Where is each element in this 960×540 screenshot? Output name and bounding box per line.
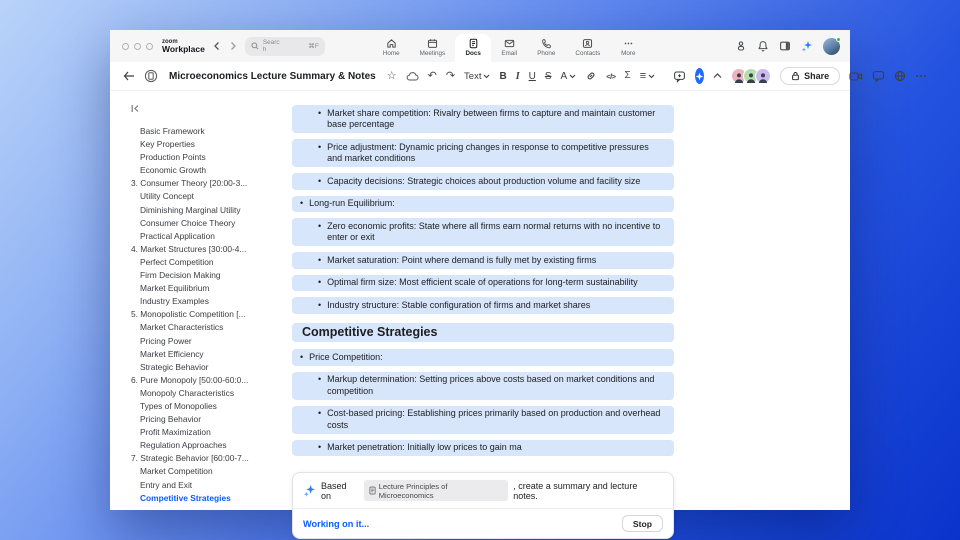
app-window bbox=[110, 30, 850, 529]
undo-icon[interactable]: ↶ bbox=[427, 69, 437, 82]
doc-bullet-item[interactable] bbox=[292, 372, 674, 400]
doc-title[interactable]: Microeconomics Lecture Summary & Notes bbox=[169, 70, 376, 82]
list-format-dropdown[interactable]: ≡ bbox=[640, 70, 655, 82]
ai-prompt-row bbox=[293, 473, 673, 508]
document-icon bbox=[369, 486, 376, 495]
tab-meetings[interactable]: Meetings bbox=[410, 34, 456, 62]
outline-item[interactable]: Entry and Exit bbox=[140, 479, 193, 490]
outline-item[interactable]: Pricing Behavior bbox=[140, 414, 201, 425]
doc-bullet-item[interactable] bbox=[292, 406, 674, 434]
outline-item[interactable]: Strategic Behavior bbox=[140, 361, 209, 372]
outline-item[interactable]: 4. Market Structures [30:00-4... bbox=[131, 243, 247, 254]
doc-bullet-item[interactable] bbox=[292, 173, 674, 190]
bullet-dot: • bbox=[318, 220, 322, 231]
bullet-text: Industry structure: Stable configuration of firms and market shares bbox=[327, 299, 591, 310]
link-icon[interactable] bbox=[585, 70, 597, 82]
tab-more[interactable]: More bbox=[610, 34, 646, 62]
doc-bullet-item[interactable] bbox=[292, 297, 674, 314]
outline-item[interactable]: Market Equilibrium bbox=[140, 283, 210, 294]
bullet-text: Price adjustment: Dynamic pricing changes in response to competitive pressures and market conditions bbox=[327, 141, 649, 163]
back-chevron-icon[interactable] bbox=[213, 41, 221, 51]
bullet-dot: • bbox=[318, 277, 322, 287]
doc-toolbar bbox=[110, 62, 850, 91]
outline-item[interactable]: Monopoly Characteristics bbox=[140, 387, 235, 398]
collaborator-avatar[interactable] bbox=[755, 68, 771, 84]
ai-status-text: Working on it... bbox=[303, 518, 370, 529]
bullet-dot: • bbox=[318, 299, 322, 310]
search-shortcut: ⌘F bbox=[308, 43, 319, 50]
outline-item[interactable]: Regulation Approaches bbox=[140, 440, 227, 451]
outline-item[interactable]: Basic Framework bbox=[140, 126, 205, 136]
strikethrough-button[interactable]: S bbox=[544, 70, 552, 82]
bold-button[interactable]: B bbox=[499, 70, 507, 82]
bullet-dot: • bbox=[318, 374, 322, 384]
search-icon bbox=[251, 42, 259, 50]
notifications-bell-icon[interactable] bbox=[757, 40, 769, 52]
side-panel-icon[interactable] bbox=[779, 40, 791, 52]
tab-home[interactable]: Home bbox=[373, 34, 410, 62]
outline-item[interactable]: Profit Maximization bbox=[140, 427, 211, 438]
text-style-dropdown[interactable]: Text bbox=[464, 71, 490, 82]
outline-item[interactable]: Industry Examples bbox=[140, 296, 209, 307]
tab-docs[interactable]: Docs bbox=[455, 34, 491, 62]
doc-bullet-item[interactable] bbox=[292, 139, 674, 167]
source-doc-chip[interactable]: Lecture Principles of Microeconomics bbox=[364, 480, 509, 501]
bullet-text: Optimal firm size: Most efficient scale of operations for long-term sustainability bbox=[327, 277, 638, 287]
bullet-text: Capacity decisions: Strategic choices about production volume and facility size bbox=[327, 175, 641, 186]
zoom-workplace-logo bbox=[162, 39, 205, 54]
ai-prompt-card bbox=[292, 472, 674, 539]
outline-collapse-icon[interactable] bbox=[131, 104, 141, 113]
lock-icon bbox=[791, 71, 800, 81]
italic-button[interactable]: I bbox=[515, 70, 520, 82]
underline-button[interactable]: U bbox=[528, 70, 536, 82]
bullet-text: Cost-based pricing: Establishing prices primarily based on production and overhead costs bbox=[327, 408, 661, 430]
outline-item[interactable]: Market Competition bbox=[140, 466, 213, 477]
phone-icon bbox=[541, 38, 552, 49]
doc-bullet-item[interactable] bbox=[292, 196, 674, 213]
stop-button[interactable]: Stop bbox=[622, 515, 663, 532]
outline-item[interactable]: Diminishing Marginal Utility bbox=[140, 204, 241, 215]
bullet-dot: • bbox=[318, 408, 322, 418]
chevron-down-icon bbox=[648, 74, 655, 79]
chevron-down-icon bbox=[569, 74, 576, 79]
ai-companion-sparkle-icon bbox=[303, 484, 316, 497]
outline-list bbox=[131, 125, 284, 505]
doc-bullet-item[interactable] bbox=[292, 252, 674, 269]
presence-dot bbox=[836, 37, 841, 42]
person-silhouette-icon bbox=[757, 71, 769, 83]
search-input[interactable] bbox=[245, 37, 325, 56]
titlebar-right-icons bbox=[735, 38, 840, 55]
titlebar bbox=[110, 30, 850, 62]
collaborator-avatars bbox=[731, 68, 771, 84]
chat-bubble-icon[interactable] bbox=[872, 70, 885, 82]
ai-status-row bbox=[293, 508, 673, 538]
forward-chevron-icon[interactable] bbox=[229, 41, 237, 51]
outline-item[interactable]: Utility Concept bbox=[140, 191, 194, 202]
bullet-text: Market saturation: Point where demand is fully met by existing firms bbox=[327, 254, 597, 265]
outline-item[interactable]: 3. Consumer Theory [20:00-3... bbox=[131, 178, 248, 189]
outline-item[interactable]: Economic Growth bbox=[140, 165, 207, 176]
code-block-button[interactable]: </> bbox=[606, 71, 616, 81]
outline-sidebar bbox=[110, 91, 290, 510]
calendar-icon bbox=[427, 38, 438, 49]
search-placeholder: Search bbox=[262, 38, 280, 53]
video-camera-icon[interactable] bbox=[849, 71, 863, 82]
favorite-star-icon[interactable]: ☆ bbox=[386, 69, 397, 82]
outline-item[interactable]: Firm Decision Making bbox=[140, 270, 221, 281]
bullet-dot: • bbox=[318, 107, 322, 118]
outline-item[interactable]: Competitive Strategies bbox=[140, 492, 231, 503]
logo-zoom-text: zoom bbox=[162, 38, 178, 45]
bullet-text: Price Competition: bbox=[309, 351, 383, 362]
tab-contacts[interactable]: Contacts bbox=[565, 34, 610, 62]
bullet-text: Markup determination: Setting prices above costs based on market conditions and competition bbox=[327, 374, 655, 396]
outline-item[interactable]: Production Points bbox=[140, 152, 206, 163]
bullet-text: Market share competition: Rivalry between firms to capture and maintain customer base percentage bbox=[327, 107, 656, 129]
chevron-down-icon bbox=[483, 74, 490, 79]
ai-prompt-suffix: , create a summary and lecture notes. bbox=[513, 480, 638, 501]
ai-sparkle-icon bbox=[695, 72, 704, 81]
globe-icon[interactable] bbox=[894, 70, 906, 82]
docs-icon bbox=[468, 38, 479, 49]
text-color-dropdown[interactable]: A bbox=[561, 71, 577, 82]
doc-bullet-item[interactable] bbox=[292, 105, 674, 133]
tab-email[interactable]: Email bbox=[491, 34, 527, 62]
doc-bullet-item[interactable] bbox=[292, 349, 674, 366]
outline-item[interactable]: 6. Pure Monopoly [50:00-60:0... bbox=[131, 374, 249, 385]
bullet-dot: • bbox=[300, 351, 304, 362]
more-dots-icon bbox=[623, 38, 634, 49]
bullet-dot: • bbox=[318, 254, 322, 265]
doc-bullet-item[interactable] bbox=[292, 218, 674, 246]
outline-item[interactable]: Market Efficiency bbox=[140, 348, 204, 359]
doc-bullet-item[interactable] bbox=[292, 440, 674, 457]
bullet-dot: • bbox=[318, 141, 322, 152]
bullet-dot: • bbox=[318, 442, 322, 452]
outline-item[interactable]: Perfect Competition bbox=[140, 256, 214, 267]
home-icon bbox=[386, 38, 397, 49]
close-button[interactable] bbox=[122, 43, 129, 50]
document-body bbox=[292, 105, 674, 456]
outline-item[interactable]: Practical Application bbox=[140, 230, 215, 241]
ai-prompt-prefix: Based on bbox=[321, 480, 347, 501]
redo-icon[interactable]: ↷ bbox=[445, 69, 456, 82]
bullet-text: Market penetration: Initially low prices to gain ma bbox=[327, 442, 522, 452]
back-arrow-icon[interactable] bbox=[123, 71, 135, 81]
tab-phone[interactable]: Phone bbox=[527, 34, 565, 62]
outline-item[interactable]: Key Properties bbox=[140, 139, 195, 150]
collapse-toolbar-icon[interactable] bbox=[713, 73, 722, 79]
bullet-dot: • bbox=[318, 175, 322, 186]
doc-bullet-item[interactable] bbox=[292, 275, 674, 292]
window-controls bbox=[122, 43, 153, 50]
outline-item[interactable]: 7. Strategic Behavior [60:00-7... bbox=[131, 453, 249, 464]
more-options-icon[interactable] bbox=[915, 74, 927, 78]
outline-item[interactable]: Market Characteristics bbox=[140, 322, 224, 333]
bullet-dot: • bbox=[300, 198, 304, 208]
outline-item[interactable]: Types of Monopolies bbox=[140, 400, 217, 411]
document-canvas bbox=[290, 91, 850, 529]
outline-item[interactable]: Consumer Choice Theory bbox=[140, 217, 236, 228]
contacts-icon bbox=[582, 38, 593, 49]
main-nav bbox=[373, 30, 646, 62]
comment-icon[interactable] bbox=[673, 70, 686, 83]
logo-workplace-text: Workplace bbox=[162, 43, 205, 54]
maximize-button[interactable] bbox=[146, 43, 153, 50]
doc-heading[interactable]: Competitive Strategies bbox=[292, 323, 674, 343]
email-icon bbox=[504, 38, 515, 49]
bullet-text: Long-run Equilibrium: bbox=[309, 198, 395, 208]
rooms-icon[interactable] bbox=[735, 40, 747, 52]
ai-companion-sparkle-icon[interactable] bbox=[801, 40, 813, 52]
share-button[interactable]: Share bbox=[780, 67, 840, 85]
formula-button[interactable]: Σ bbox=[624, 70, 631, 81]
bullet-text: Zero economic profits: State where all firms earn normal returns with no incentive to enter or exit bbox=[327, 220, 661, 242]
outline-item[interactable]: 5. Monopolistic Competition [... bbox=[131, 309, 246, 320]
ai-companion-button[interactable] bbox=[695, 68, 704, 84]
cloud-sync-icon bbox=[406, 71, 419, 82]
doc-badge-icon bbox=[144, 69, 158, 83]
user-avatar[interactable] bbox=[823, 38, 840, 55]
minimize-button[interactable] bbox=[134, 43, 141, 50]
outline-item[interactable]: Pricing Power bbox=[140, 335, 192, 346]
